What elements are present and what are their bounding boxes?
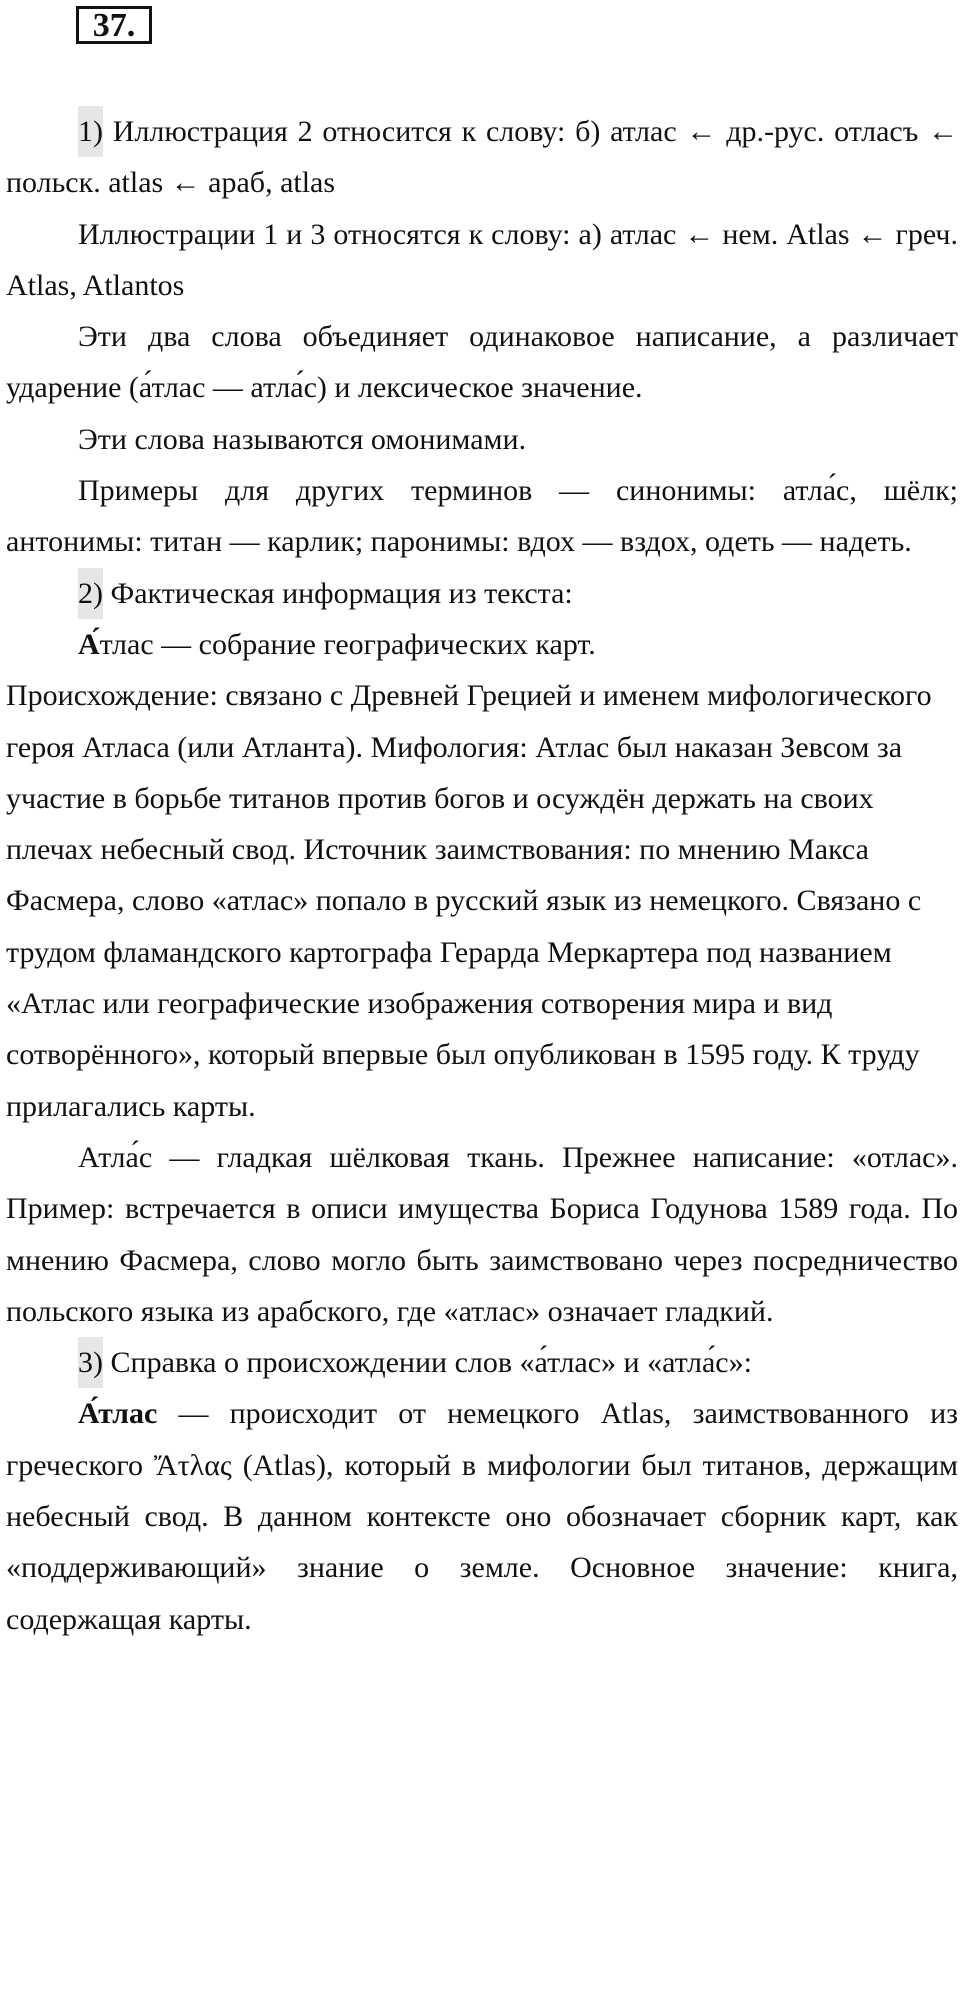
section-3-marker: 3) [78,1337,103,1388]
section-3-heading: Справка о происхождении слов «а́тлас» и «атла́с»: [110,1346,752,1380]
task-number-box: 37. [76,6,152,44]
section-1-paragraph-1 [6,106,958,209]
section-2-satin-paragraph: Атла́с — гладкая шёлковая ткань. Прежнее написание: «отлас». Пример: встречается в описи имущества Бориса Годунова 1589 года. По мнению Фасмера, слово могло быть заимствовано через посредничество польского языка из арабского, где «атлас» означает гладкий. [6,1140,958,1328]
section-2-atlas-details: Происхождение: связано с Древней Грецией и именем мифологического героя Атласа (или Атланта). Мифология: Атлас был наказан Зевсом за участие в борьбе титанов против богов и осуждён держать на своих плечах небесный свод. Источник заимствования: по мнению Макса Фасмера, слово «атлас» попало в русский язык из немецкого. Связано с трудом фламандского картографа Герарда Меркартера под названием «Атлас или географические изображения сотворения мира и вид сотворённого», который впервые был опубликован в 1595 году. К труду прилагались карты. [6,679,932,1123]
section-2-heading-paragraph [6,568,958,619]
section-3-atlas-text: — происходит от немецкого Atlas, заимствованного из греческого Ἄτλας (Atlas), который в мифологии был титанов, держащим небесный свод. В данном контексте оно обозначает сборник карт, как «поддерживающий» знание о земле. Основное значение: книга, содержащая карты. [6,1397,958,1636]
section-2-marker: 2) [78,568,103,619]
answer-content [6,106,958,1645]
section-3-heading-paragraph [6,1337,958,1388]
section-1-marker: 1) [78,106,103,157]
section-3-atlas-term: А́тлас [78,1397,158,1431]
section-1-text-1: Иллюстрация 2 относится к слову: б) атлас ← др.-рус. отласъ ← польск. atlas ← араб, atlas [6,115,959,200]
section-2-atlas-stress-letter: А́ [78,627,100,661]
section-2-atlas-definition: тлас — собрание географических карт. [99,627,596,661]
section-1-paragraph-3: Эти два слова объединяет одинаковое написание, а различает ударение (а́тлас — атла́с) и лексическое значение. [6,320,958,405]
section-3-atlas-paragraph [6,1388,958,1644]
section-2-heading: Фактическая информация из текста: [110,576,573,610]
section-2-atlas-paragraph [6,619,958,670]
section-1-paragraph-4: Эти слова называются омонимами. [78,422,527,456]
section-1-paragraph-2: Иллюстрации 1 и 3 относятся к слову: а) атлас ← нем. Atlas ← греч. Atlas, Atlantos [6,217,958,302]
section-1-paragraph-5: Примеры для других терминов — синонимы: атла́с, шёлк; антонимы: титан — карлик; паронимы: вдох — вздох, одеть — надеть. [6,474,958,559]
